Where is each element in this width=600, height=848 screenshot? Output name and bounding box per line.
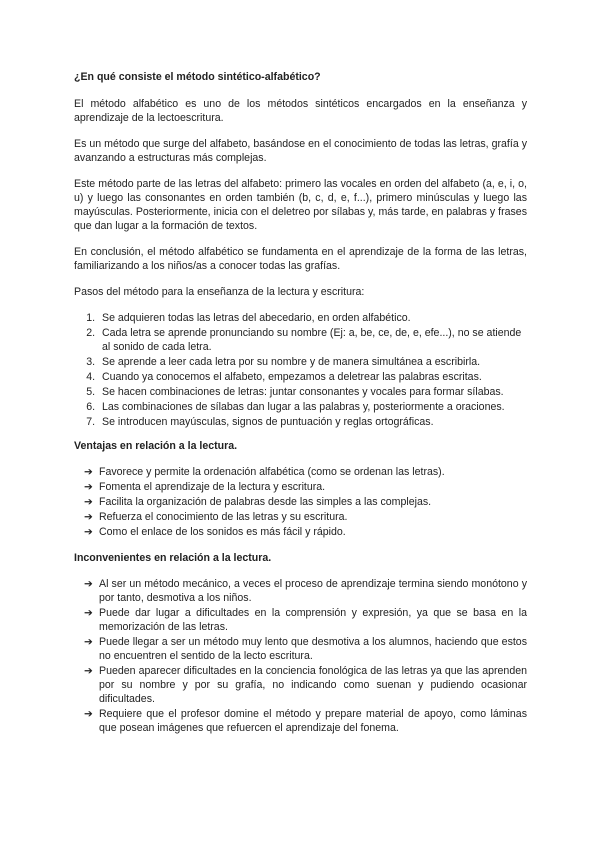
disadvantage-item: ➔ Pueden aparecer dificultades en la conciencia fonológica de las letras ya que las aprenden por su nombre y por su grafía, no indicando como suenan y pudiendo ocasionar dificultades.: [84, 665, 527, 705]
paragraph-method: Este método parte de las letras del alfabeto: primero las vocales en orden del alfabeto (a, e, i, o, u) y luego las consonantes en orden también (b, c, d, e, f...), primero minúsculas y luego las mayúsculas. Posteriormente, inicia con el deletreo por sílabas y, más tarde, en palabras y frases que dan lugar a la formación de textos.: [74, 178, 527, 232]
arrow-icon: ➔: [84, 466, 93, 478]
advantage-item: ➔ Refuerza el conocimiento de las letras y su escritura.: [84, 511, 348, 523]
arrow-icon: ➔: [84, 708, 93, 720]
step-item: 3. Se aprende a leer cada letra por su nombre y de manera simultánea a escribirla.: [98, 355, 527, 369]
disadvantage-item: ➔ Puede llegar a ser un método muy lento que desmotiva a los alumnos, haciendo que estos no encuentren el sentido de la lecto escritura.: [84, 636, 527, 662]
step-item: 5. Se hacen combinaciones de letras: juntar consonantes y vocales para formar sílabas.: [98, 385, 527, 399]
advantage-item: ➔ Como el enlace de los sonidos es más fácil y rápido.: [84, 526, 346, 538]
step-item: 7. Se introducen mayúsculas, signos de puntuación y reglas ortográficas.: [98, 415, 527, 429]
step-item: 6. Las combinaciones de sílabas dan lugar a las palabras y, posteriormente a oraciones.: [98, 400, 527, 414]
arrow-icon: ➔: [84, 607, 93, 619]
step-item: 4. Cuando ya conocemos el alfabeto, empezamos a deletrear las palabras escritas.: [98, 370, 527, 384]
advantage-item: ➔ Fomenta el aprendizaje de la lectura y escritura.: [84, 481, 326, 493]
disadvantage-item: ➔ Al ser un método mecánico, a veces el proceso de aprendizaje termina siendo monótono y por tanto, desmotiva a los niños.: [84, 578, 527, 604]
advantage-item: ➔ Facilita la organización de palabras desde las simples a las complejas.: [84, 496, 432, 508]
disadvantages-list: [74, 577, 527, 735]
arrow-icon: ➔: [84, 665, 93, 677]
arrow-icon: ➔: [84, 511, 93, 523]
paragraph-steps-intro: Pasos del método para la enseñanza de la lectura y escritura:: [74, 286, 365, 298]
paragraph-conclusion: En conclusión, el método alfabético se fundamenta en el aprendizaje de la forma de las letras, familiarizando a los niños/as a conocer todas las grafías.: [74, 246, 527, 272]
steps-list: [74, 311, 527, 429]
paragraph-origin: Es un método que surge del alfabeto, basándose en el conocimiento de todas las letras, grafía y avanzando a estructuras más complejas.: [74, 138, 527, 164]
step-item: 2. Cada letra se aprende pronunciando su nombre (Ej: a, be, ce, de, e, efe...), no se atiende al sonido de cada letra.: [98, 326, 527, 354]
advantage-item: ➔ Favorece y permite la ordenación alfabética (como se ordenan las letras).: [84, 466, 445, 478]
step-item: 1. Se adquieren todas las letras del abecedario, en orden alfabético.: [98, 311, 527, 325]
arrow-icon: ➔: [84, 496, 93, 508]
disadvantages-heading: Inconvenientes en relación a la lectura.: [74, 552, 272, 564]
disadvantage-item: ➔ Requiere que el profesor domine el método y prepare material de apoyo, como láminas que posean imágenes que refuercen el aprendizaje del fonema.: [84, 708, 527, 734]
arrow-icon: ➔: [84, 636, 93, 648]
advantages-list: [74, 465, 527, 539]
arrow-icon: ➔: [84, 481, 93, 493]
arrow-icon: ➔: [84, 526, 93, 538]
disadvantage-item: ➔ Puede dar lugar a dificultades en la comprensión y expresión, ya que se basa en la memorización de las letras.: [84, 607, 527, 633]
paragraph-intro: El método alfabético es uno de los métodos sintéticos encargados en la enseñanza y aprendizaje de la lectoescritura.: [74, 98, 527, 124]
document-title: ¿En qué consiste el método sintético-alfabético?: [74, 71, 321, 83]
advantages-heading: Ventajas en relación a la lectura.: [74, 440, 238, 452]
arrow-icon: ➔: [84, 578, 93, 590]
